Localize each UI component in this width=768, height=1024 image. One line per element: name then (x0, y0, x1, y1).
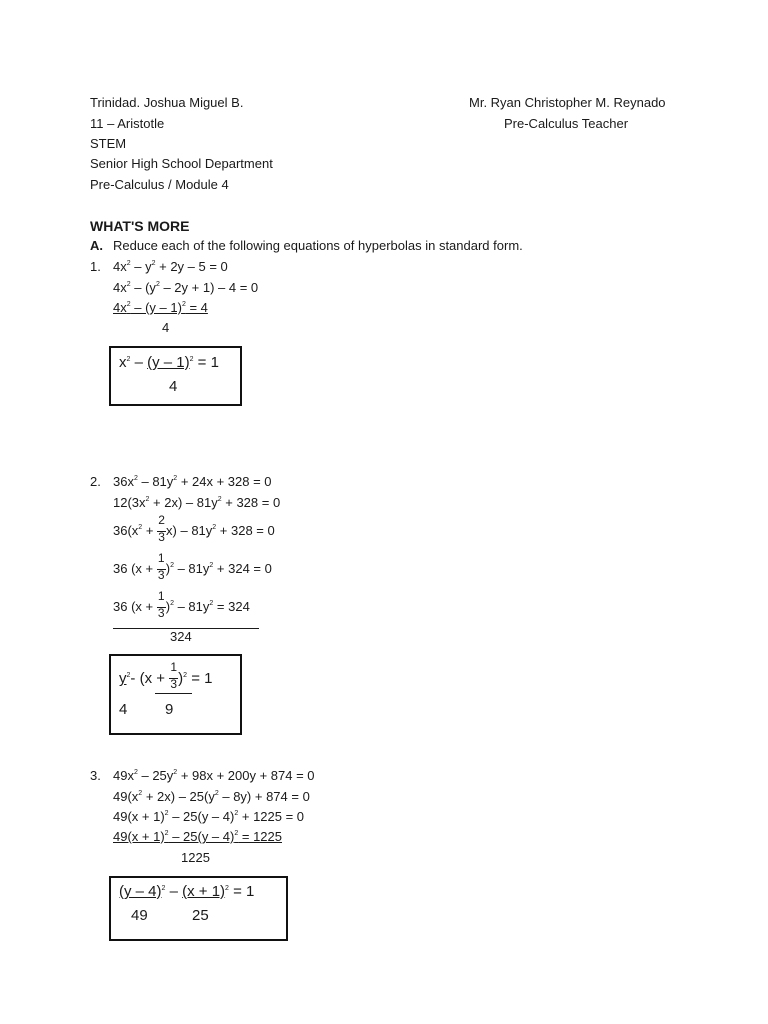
department: Senior High School Department (90, 156, 273, 171)
fraction-one-third: $\frac{1}{3}$ (170, 660, 178, 692)
problem-1-step-3: $4x^2 - (y - 1)^2 = 4$ (113, 300, 208, 315)
fraction-one-third: $\frac{1}{3}$ (157, 550, 165, 582)
problem-3-answer-right-denominator: 25 (192, 907, 209, 924)
problem-2-denominator: 324 (170, 629, 192, 644)
problem-2-step-1: $36x^2 - 81y^2 + 24x + 328 = 0$ (113, 474, 272, 489)
problem-3-answer-left-denominator: 49 (131, 907, 148, 924)
problem-3-denominator: 1225 (181, 850, 210, 865)
teacher-role: Pre-Calculus Teacher (504, 116, 629, 131)
problem-2-step-5: 36 (x + $\frac{1}{3}$ )$^2 - 81y^2 = 324$ (113, 588, 250, 620)
problem-3-step-2: $49(x^2 + 2x) - 25(y^2 - 8y) + 874 = 0$ (113, 789, 310, 804)
problem-2-answer-left-denominator: 4 (119, 701, 128, 718)
problem-3-number: 3. (90, 768, 101, 783)
student-name: Trinidad. Joshua Miguel B. (90, 95, 244, 110)
problem-3-answer-equation: $(y - 4)^2 - (x + 1)^2 = 1$ (119, 883, 255, 900)
fraction-two-thirds: $\frac{2}{3}$ (158, 512, 165, 544)
problem-1-step-1: $4x^2 - y^2 + 2y - 5 = 0$ (113, 259, 228, 274)
student-section: 11 – Aristotle (90, 116, 165, 131)
problem-1-number: 1. (90, 259, 101, 274)
problem-1-answer-denominator: 4 (169, 378, 178, 395)
problem-2-step-3: $36(x^2$ + $\frac{2}{3}$ $x) - 81y^2 + 328 = 0$ (113, 512, 275, 544)
problem-1-denominator: 4 (162, 320, 170, 335)
problem-2-step-2: $12(3x^2 + 2x) - 81y^2 + 328 = 0$ (113, 495, 281, 510)
instructions: Reduce each of the following equations of hyperbolas in standard form. (113, 238, 523, 253)
section-title: WHAT'S MORE (90, 218, 190, 234)
problem-2-answer-fraction-line (155, 693, 192, 694)
problem-3-step-4: $49(x + 1)^2 - 25(y - 4)^2 = 1225$ (113, 829, 282, 844)
problem-2-answer-equation: $y^2-$ (x + $\frac{1}{3}$ )$^2$ = 1 (119, 660, 213, 692)
problem-1-answer-equation: $x^2 - (y - 1)^2 = 1$ (119, 354, 219, 371)
problem-1-step-2: $4x^2 - (y^2 - 2y + 1) - 4 = 0$ (113, 280, 259, 295)
teacher-name: Mr. Ryan Christopher M. Reynado (469, 95, 666, 110)
problem-2-step-4: 36 (x + $\frac{1}{3}$ )$^2 - 81y^2 + 324 = 0$ (113, 550, 272, 582)
fraction-one-third: $\frac{1}{3}$ (157, 588, 165, 620)
problem-2-number: 2. (90, 474, 101, 489)
student-strand: STEM (90, 136, 127, 151)
module-label: Pre-Calculus / Module 4 (90, 177, 229, 192)
problem-3-step-3: $49(x + 1)^2 - 25(y - 4)^2 + 1225 = 0$ (113, 809, 305, 824)
problem-2-answer-right-denominator: 9 (165, 701, 174, 718)
part-label: A. (90, 238, 103, 253)
problem-3-step-1: $49x^2 - 25y^2 + 98x + 200y + 874 = 0$ (113, 768, 315, 783)
